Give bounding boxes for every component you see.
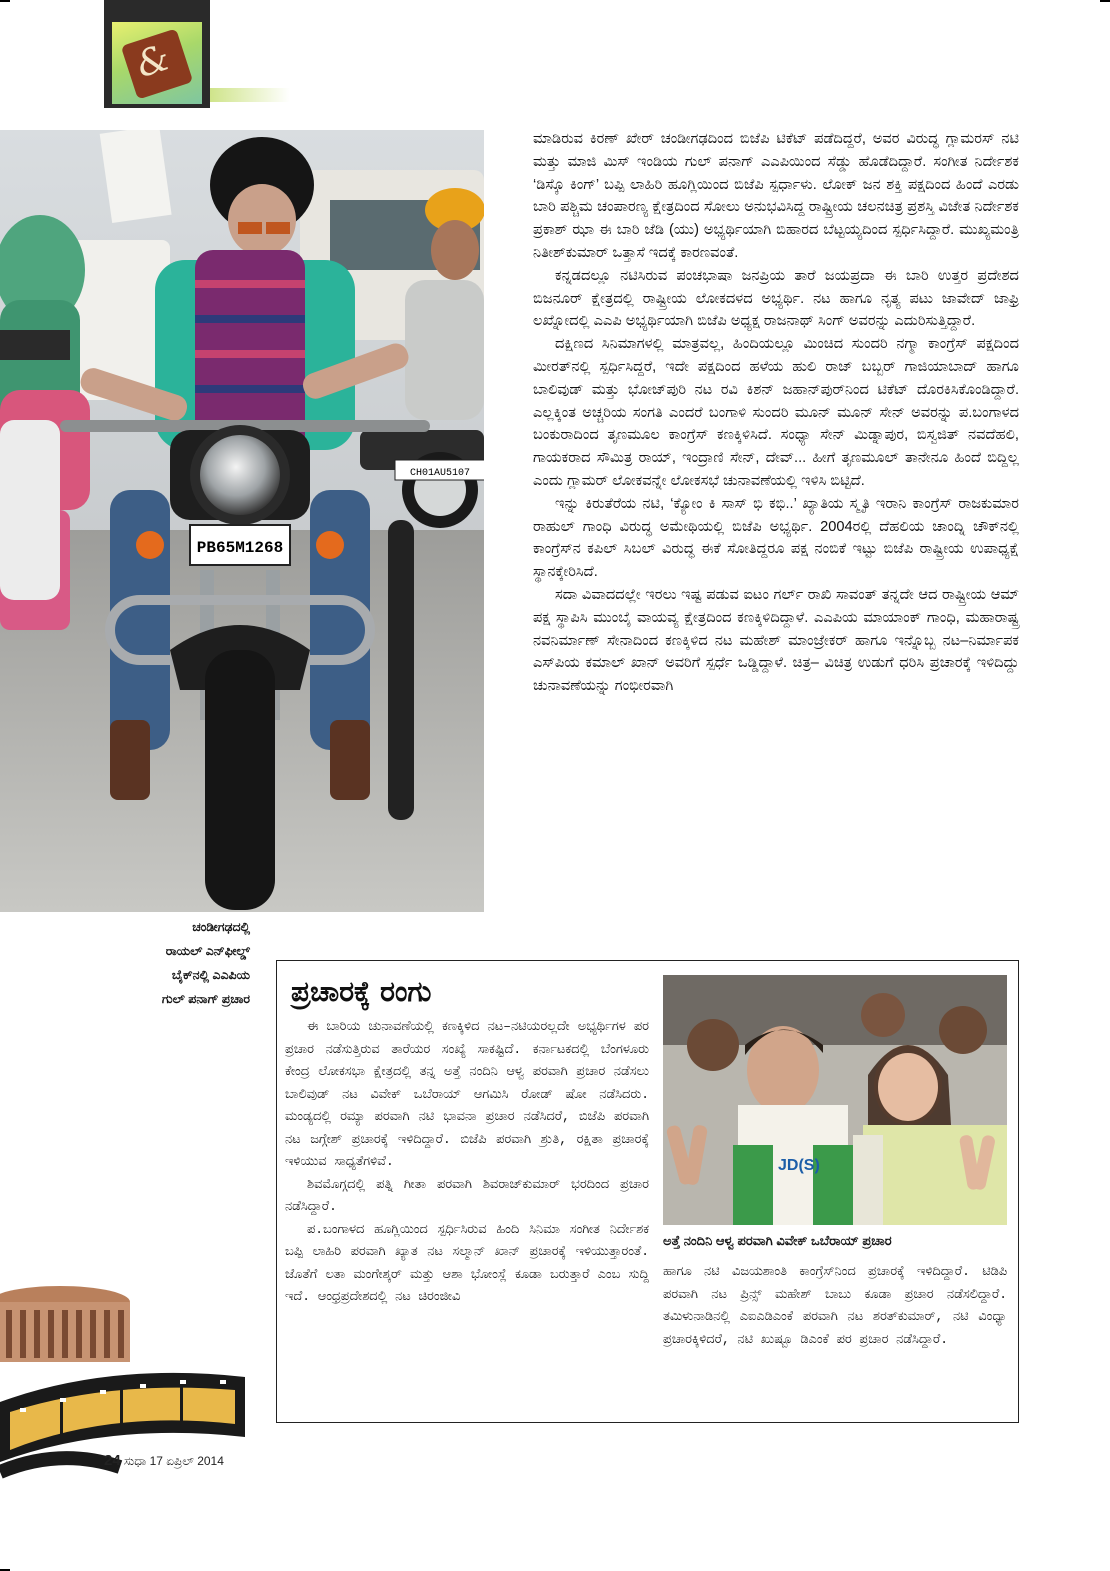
article-paragraph: ಸದಾ ವಿವಾದದಲ್ಲೇ ಇರಲು ಇಷ್ಟ ಪಡುವ ಐಟಂ ಗರ್ಲ್ ರಾಖಿ ಸಾವಂತ್ ತನ್ನದೇ ಆದ ರಾಷ್ಟ್ರೀಯ ಆಮ್ ಪಕ್ಷ ಸ್ಥಾಪಿಸಿ ಮುಂಬೈ ವಾಯವ್ಯ ಕ್ಷೇತ್ರದಿಂದ ಕಣಕ್ಕಿಳಿದಿದ್ದಾಳೆ. ಎಎಪಿಯ ಮಾಯಾಂಕ್ ಗಾಂಧಿ, ಮಹಾರಾಷ್ಟ್ರ ನವನಿರ್ಮಾಣ್ ಸೇನಾದಿಂದ ಕಣಕ್ಕಿಳಿದ ನಟ ಮಹೇಶ್ ಮಾಂಜ್ರೇಕರ್ ಹಾಗೂ ಇನ್ನೊಬ್ಬ ನಟ–ನಿರ್ಮಾಪಕ ಎಸ್‌ಪಿಯ ಕಮಾಲ್ ಖಾನ್ ಅವರಿಗೆ ಸ್ಪರ್ಧೆ ಒಡ್ಡಿದ್ದಾಳೆ. ಚಿತ್ರ– ವಿಚಿತ್ರ ಉಡುಗೆ ಧರಿಸಿ ಪ್ರಚಾರಕ್ಕೆ ಇಳಿದಿದ್ದು ಚುನಾವಣೆಯನ್ನು ಗಂಭೀರವಾಗಿ [533,586,1019,695]
box-column-left [285,1016,649,1309]
box-paragraph: ಶಿವಮೊಗ್ಗದಲ್ಲಿ ಪತ್ನಿ ಗೀತಾ ಪರವಾಗಿ ಶಿವರಾಜ್‌ಕುಮಾರ್ ಭರದಿಂದ ಪ್ರಚಾರ ನಡೆಸಿದ್ದಾರೆ. [285,1176,649,1214]
article-column [533,128,1019,698]
box-paragraph: ಪ.ಬಂಗಾಳದ ಹೂಗ್ಲಿಯಿಂದ ಸ್ಪರ್ಧಿಸಿರುವ ಹಿಂದಿ ಸಿನಿಮಾ ಸಂಗೀತ ನಿರ್ದೇಶಕ ಬಪ್ಪಿ ಲಾಹಿರಿ ಪರವಾಗಿ ಖ್ಯಾತ ನಟ ಸಲ್ಮಾನ್ ಖಾನ್ ಪ್ರಚಾರಕ್ಕೆ ಇಳಿಯುತ್ತಾರಂತೆ. ಜೊತೆಗೆ ಲತಾ ಮಂಗೇಶ್ಕರ್ ಮತ್ತು ಆಶಾ ಭೋಂಸ್ಲೆ ಕೂಡಾ ಬರುತ್ತಾರೆ ಎಂಬ ಸುದ್ದಿ ಇದೆ. ಆಂಧ್ರಪ್ರದೇಶದಲ್ಲಿ ನಟ ಚಿರಂಜೀವಿ [285,1221,649,1304]
photo-caption: ಅತ್ತೆ ನಂದಿನಿ ಆಳ್ವ ಪರವಾಗಿ ವಿವೇಕ್ ಒಬೆರಾಯ್ ಪ್ರಚಾರ [663,1233,892,1248]
article-paragraph: ಕನ್ನಡದಲ್ಲೂ ನಟಿಸಿರುವ ಪಂಚಭಾಷಾ ಜನಪ್ರಿಯ ತಾರೆ ಜಯಪ್ರದಾ ಈ ಬಾರಿ ಉತ್ತರ ಪ್ರದೇಶದ ಬಿಜನೂರ್ ಕ್ಷೇತ್ರದಲ್ಲಿ ರಾಷ್ಟ್ರೀಯ ಲೋಕದಳದ ಅಭ್ಯರ್ಥಿ. ನಟ ಹಾಗೂ ನೃತ್ಯ ಪಟು ಜಾವೇದ್ ಜಾಫ್ರಿ ಲಖ್ನೋದಲ್ಲಿ ಎಎಪಿ ಅಭ್ಯರ್ಥಿಯಾಗಿ ಬಿಜೆಪಿ ಅಧ್ಯಕ್ಷ ರಾಜನಾಥ್ ಸಿಂಗ್ ಅವರನ್ನು ಎದುರಿಸುತ್ತಿದ್ದಾರೆ. [533,267,1019,330]
caption-line: ಗುಲ್ ಪನಾಗ್ ಪ್ರಚಾರ [161,992,250,1006]
article-paragraph: ಇನ್ನು ಕಿರುತೆರೆಯ ನಟಿ, ‘ಕ್ಯೋಂ ಕಿ ಸಾಸ್ ಭಿ ಕಭಿ..’ ಖ್ಯಾತಿಯ ಸ್ಮೃತಿ ಇರಾನಿ ಕಾಂಗ್ರೆಸ್ ರಾಜಕುಮಾರ ರಾಹುಲ್ ಗಾಂಧಿ ವಿರುದ್ಧ ಅಮೇಥಿಯಲ್ಲಿ ಬಿಜೆಪಿ ಅಭ್ಯರ್ಥಿ. 2004ರಲ್ಲಿ ದೆಹಲಿಯ ಚಾಂದ್ನಿ ಚೌಕ್‌ನಲ್ಲಿ ಕಾಂಗ್ರೆಸ್‌ನ ಕಪಿಲ್ ಸಿಬಲ್ ವಿರುದ್ಧ ಈಕೆ ಸೋತಿದ್ದರೂ ಪಕ್ಷ ನಂಬಿಕೆ ಇಟ್ಟು ಬಿಜೆಪಿ ರಾಷ್ಟ್ರೀಯ ಉಪಾಧ್ಯಕ್ಷೆ ಸ್ಥಾನಕ್ಕೇರಿಸಿದೆ. [533,495,1019,581]
magazine-name: ಸುಧಾ [124,1454,147,1468]
page-footer [104,1452,224,1469]
magazine-logo [104,0,210,108]
photo-caption [100,915,250,1011]
crop-mark [1100,0,1110,2]
article-paragraph: ದಕ್ಷಿಣದ ಸಿನಿಮಾಗಳಲ್ಲಿ ಮಾತ್ರವಲ್ಲ, ಹಿಂದಿಯಲ್ಲೂ ಮಿಂಚಿದ ಸುಂದರಿ ನಗ್ಮಾ ಕಾಂಗ್ರೆಸ್ ಪಕ್ಷದಿಂದ ಮೀರತ್‌ನಲ್ಲಿ ಸ್ಪರ್ಧಿಸಿದ್ದರೆ, ಇದೇ ಪಕ್ಷದಿಂದ ಹಳೆಯ ಹುಲಿ ರಾಜ್ ಬಬ್ಬರ್ ಗಾಜಿಯಾಬಾದ್ ಹಾಗೂ ಬಾಲಿವುಡ್ ಮತ್ತು ಭೋಜ್‌ಪುರಿ ನಟ ರವಿ ಕಿಶನ್ ಜಹಾನ್‌ಪುರ್‌ನಿಂದ ಟಿಕೆಟ್ ದೊರಕಿಸಿಕೊಂಡಿದ್ದಾರೆ. ಎಲ್ಲಕ್ಕಿಂತ ಅಚ್ಚರಿಯ ಸಂಗತಿ ಎಂದರೆ ಬಂಗಾಳಿ ಸುಂದರಿ ಮೂನ್ ಮೂನ್ ಸೇನ್ ಅವರನ್ನು ಪ.ಬಂಗಾಳದ ಬಂಕುರಾದಿಂದ ತೃಣಮೂಲ ಕಾಂಗ್ರೆಸ್ ಕಣಕ್ಕಿಳಿಸಿದೆ. ಸಂಧ್ಯಾ ಸೇನ್ ಮಿಡ್ನಾಪುರ, ಬಿಸ್ವಜಿತ್ ನವದೆಹಲಿ, ಗಾಯಕರಾದ ಸೌಮಿತ್ರ ರಾಯ್, ಇಂದ್ರಾಣಿ ಸೇನ್, ದೇವ್... ಹೀಗೆ ತೃಣಮೂಲ್ ತಾನೇನೂ ಹಿಂದೆ ಬಿದ್ದಿಲ್ಲ ಎಂದು ಗ್ಲಾಮರ್ ಲೋಕವನ್ನೇ ಲೋಕಸಭೆ ಚುನಾವಣೆಯಲ್ಲಿ ಇಳಿಸಿ ಬಿಟ್ಟಿದೆ. [533,336,1019,489]
logo-accent-bar [210,88,290,102]
sidebar-box [276,960,1019,1423]
plate-right: CH01AU5107 [409,468,471,479]
issue-date: 17 ಏಪ್ರಿಲ್ 2014 [149,1454,224,1468]
logo-icon: & [121,28,193,99]
box-paragraph: ಹಾಗೂ ನಟಿ ವಿಜಯಶಾಂತಿ ಕಾಂಗ್ರೆಸ್‌ನಿಂದ ಪ್ರಚಾರಕ್ಕೆ ಇಳಿದಿದ್ದಾರೆ. ಟಿಡಿಪಿ ಪರವಾಗಿ ನಟ ಪ್ರಿನ್ಸ್ ಮಹೇಶ್ ಬಾಬು ಕೂಡಾ ಪ್ರಚಾರ ನಡೆಸಲಿದ್ದಾರೆ. ತಮಿಳುನಾಡಿನಲ್ಲಿ ಎಐಎಡಿಎಂಕೆ ಪರವಾಗಿ ನಟ ಶರತ್‌ಕುಮಾರ್, ನಟಿ ವಿಂಧ್ಯಾ ಪ್ರಚಾರಕ್ಕಿಳಿದರೆ, ನಟಿ ಖುಷ್ಬೂ ಡಿಎಂಕೆ ಪರ ಪ್ರಚಾರ ನಡೆಸಿದ್ದಾರೆ. [663,1264,1007,1347]
box-paragraph: ಈ ಬಾರಿಯ ಚುನಾವಣೆಯಲ್ಲಿ ಕಣಕ್ಕಿಳಿದ ನಟ–ನಟಿಯರಲ್ಲದೇ ಅಭ್ಯರ್ಥಿಗಳ ಪರ ಪ್ರಚಾರ ನಡೆಸುತ್ತಿರುವ ತಾರೆಯರ ಸಂಖ್ಯೆ ಸಾಕಷ್ಟಿದೆ. ಕರ್ನಾಟಕದಲ್ಲಿ ಬೆಂಗಳೂರು ಕೇಂದ್ರ ಲೋಕಸಭಾ ಕ್ಷೇತ್ರದಲ್ಲಿ ತನ್ನ ಅತ್ತೆ ನಂದಿನಿ ಆಳ್ವ ಪರವಾಗಿ ಪ್ರಚಾರ ನಡೆಸಲು ಬಾಲಿವುಡ್ ನಟ ವಿವೇಕ್ ಒಬೆರಾಯ್ ಆಗಮಿಸಿ ರೋಡ್ ಷೋ ನಡೆಸಿದರು. ಮಂಡ್ಯದಲ್ಲಿ ರಮ್ಯಾ ಪರವಾಗಿ ನಟಿ ಭಾವನಾ ಪ್ರಚಾರ ನಡೆಸಿದರೆ, ಬಿಜೆಪಿ ಪರವಾಗಿ ನಟ ಜಗ್ಗೇಶ್ ಪ್ರಚಾರಕ್ಕೆ ಇಳಿದಿದ್ದಾರೆ. ಬಿಜೆಪಿ ಪರವಾಗಿ ಶ್ರುತಿ, ರಕ್ಷಿತಾ ಪ್ರಚಾರಕ್ಕೆ ಇಳಿಯುವ ಸಾಧ್ಯತೆಗಳಿವೆ. [285,1019,649,1169]
box-title: ಪ್ರಚಾರಕ್ಕೆ ರಂಗು [291,975,432,1008]
article-paragraph: ಮಾಡಿರುವ ಕಿರಣ್ ಖೇರ್ ಚಂಡೀಗಢದಿಂದ ಬಿಜೆಪಿ ಟಿಕೆಟ್ ಪಡೆದಿದ್ದರೆ, ಅವರ ವಿರುದ್ಧ ಗ್ಲಾಮರಸ್ ನಟಿ ಮತ್ತು ಮಾಜಿ ಮಿಸ್ ಇಂಡಿಯ ಗುಲ್ ಪನಾಗ್ ಎಎಪಿಯಿಂದ ಸೆಡ್ಡು ಹೊಡೆದಿದ್ದಾರೆ. ಸಂಗೀತ ನಿರ್ದೇಶಕ ‘ಡಿಸ್ಕೊ ಕಿಂಗ್’ ಬಪ್ಪಿ ಲಾಹಿರಿ ಹೂಗ್ಲಿಯಿಂದ ಬಿಜೆಪಿ ಸ್ಪರ್ಧಾಳು. ಲೋಕ್ ಜನ ಶಕ್ತಿ ಪಕ್ಷದಿಂದ ಹಿಂದೆ ಎರಡು ಬಾರಿ ಪಶ್ಚಿಮ ಚಂಪಾರಣ್ಯ ಕ್ಷೇತ್ರದಿಂದ ಸೋಲು ಅನುಭವಿಸಿದ್ದ ರಾಷ್ಟ್ರೀಯ ಚಲನಚಿತ್ರ ಪ್ರಶಸ್ತಿ ವಿಜೇತ ನಿರ್ದೇಶಕ ಪ್ರಕಾಶ್ ಝಾ ಈ ಬಾರಿ ಜೆಡಿ (ಯು) ಅಭ್ಯರ್ಥಿಯಾಗಿ ಬಿಹಾರದ ಬೆಟ್ಟಯ್ಯದಿಂದ ಸ್ಪರ್ಧಿಸಿದ್ದಾರೆ. ಮುಖ್ಯಮಂತ್ರಿ ನಿತೀಶ್‌ಕುಮಾರ್ ಒತ್ತಾಸೆ ಇದಕ್ಕೆ ಕಾರಣವಂತೆ. [533,131,1019,261]
photo-campaign [663,975,1007,1225]
plate-main: PB65M1268 [196,539,284,557]
crop-mark [0,0,10,2]
party-badge: JD(S) [778,1157,820,1174]
caption-line: ರಾಯಲ್ ಎನ್‌ಫೀಲ್ಡ್ [165,944,250,958]
caption-line: ಚಂಡೀಗಢದಲ್ಲಿ [192,920,250,934]
photo-motorcycle-rally [0,130,484,912]
page-number: 24 [104,1452,121,1469]
box-column-right [663,1261,1007,1351]
caption-line: ಬೈಕ್‌ನಲ್ಲಿ ಎಎಪಿಯ [171,968,250,982]
